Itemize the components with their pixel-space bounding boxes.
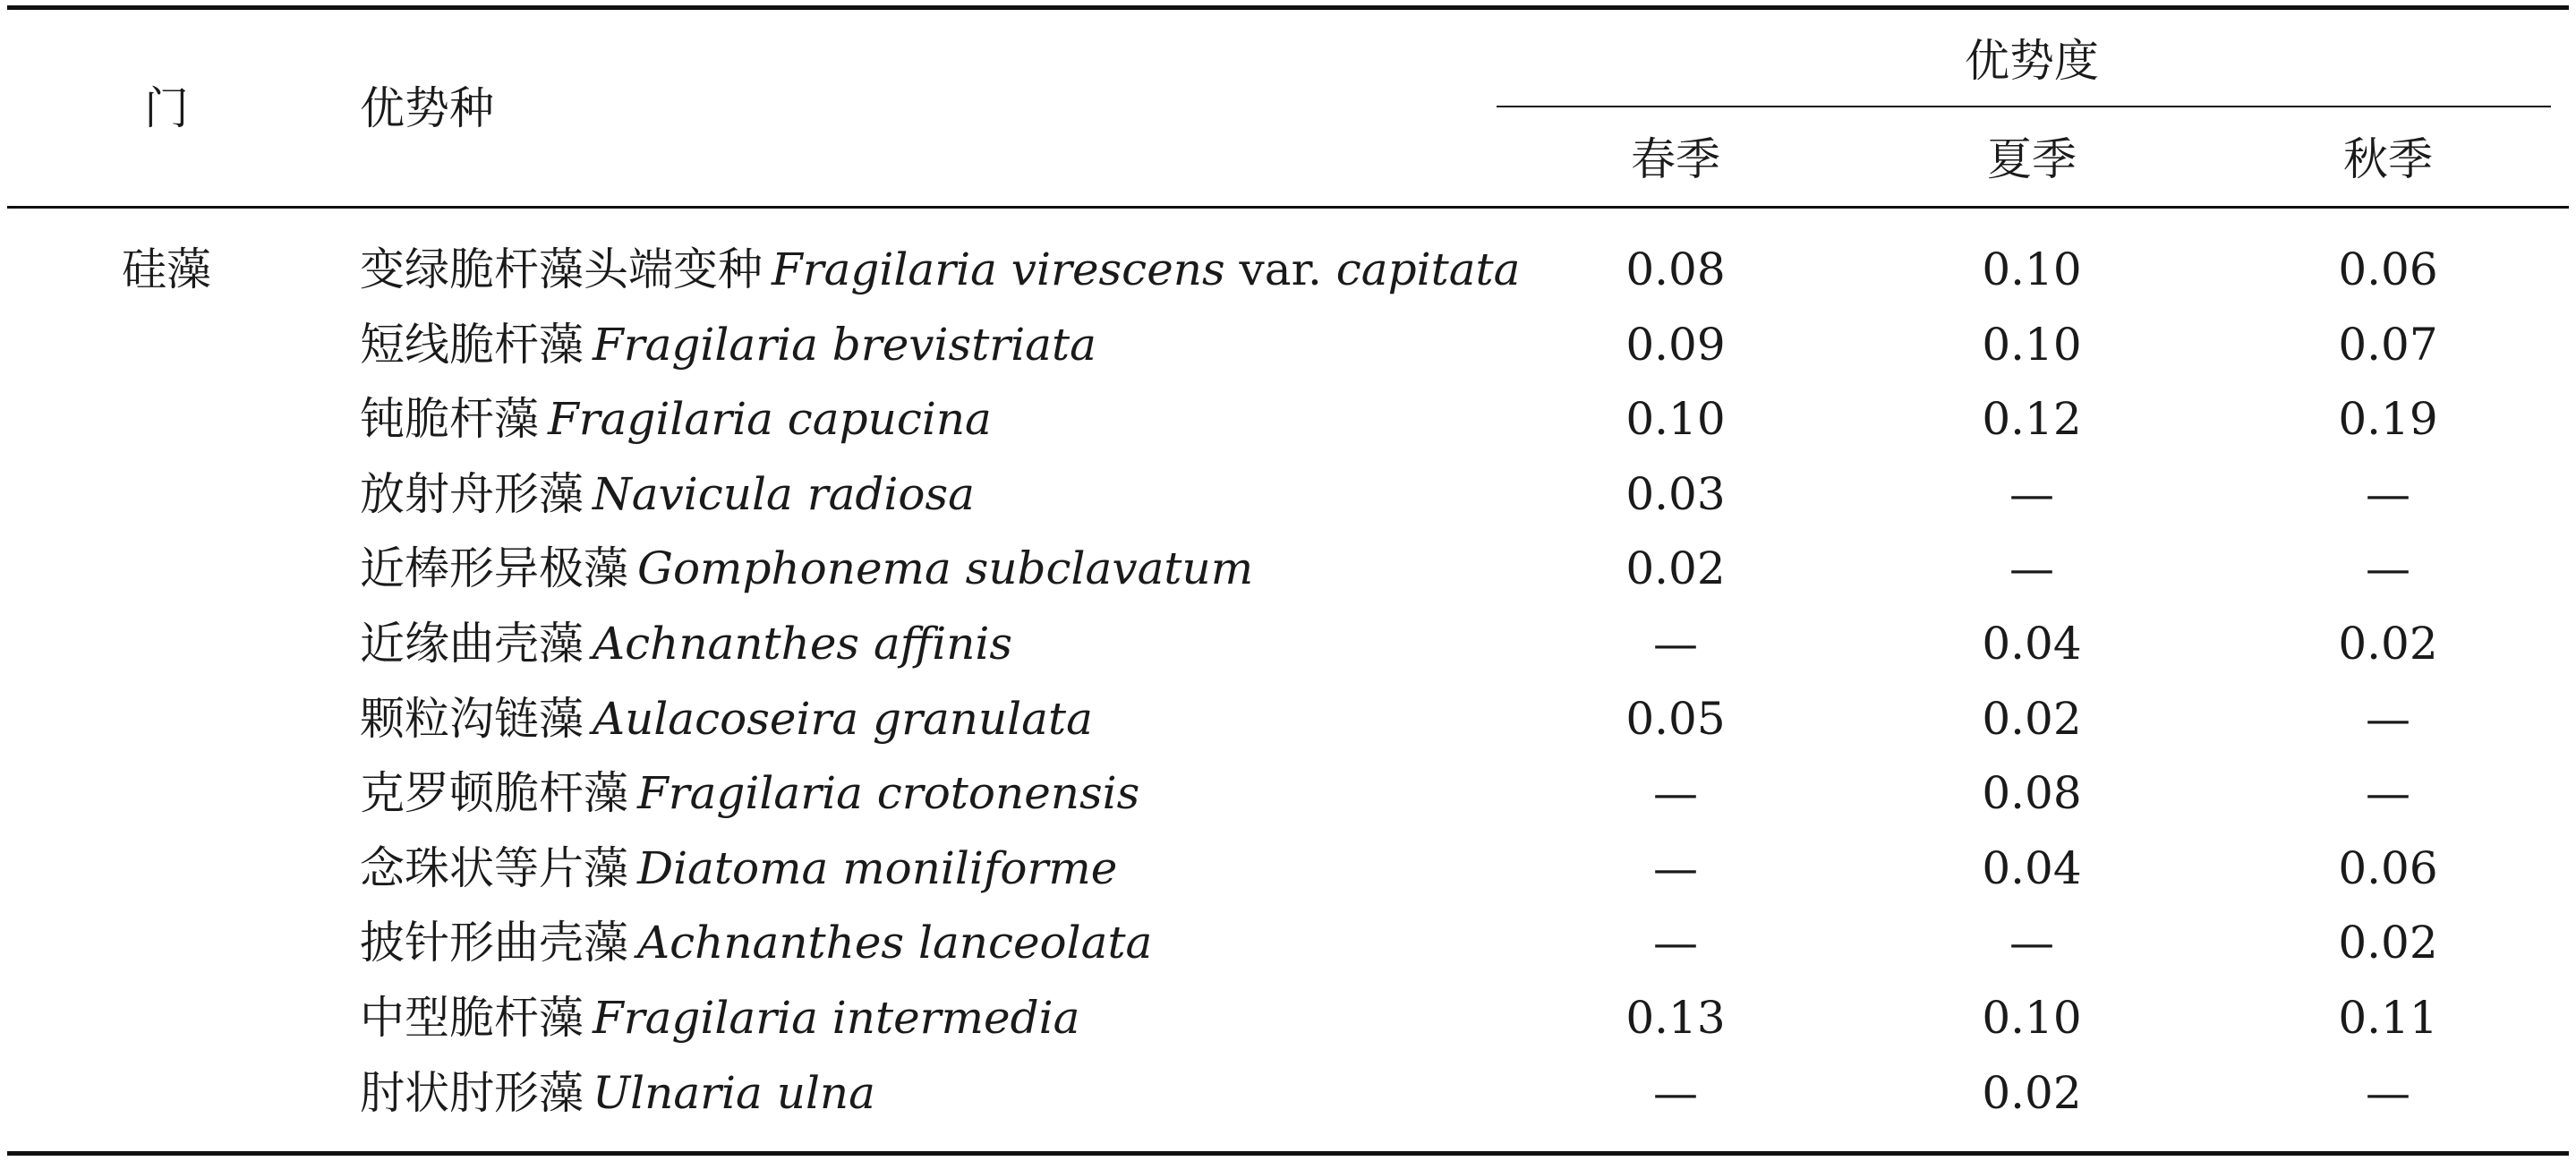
species-scientific-name: Fragilaria brevistriata bbox=[593, 318, 1096, 371]
species-chinese-name: 短线脆杆藻 bbox=[360, 318, 584, 371]
table-top-rule bbox=[7, 5, 2569, 10]
dominance-spring-value: 0.05 bbox=[1625, 692, 1726, 745]
dominance-summer-value: 0.04 bbox=[1982, 618, 2082, 670]
dominance-group-rule bbox=[1497, 106, 2551, 107]
species-chinese-name: 放射舟形藻 bbox=[360, 467, 584, 520]
dominance-spring-value: 0.10 bbox=[1625, 393, 1726, 446]
table-row bbox=[360, 537, 1253, 600]
species-chinese-name: 披针形曲壳藻 bbox=[360, 917, 628, 969]
species-scientific-name: Fragilaria virescens bbox=[772, 243, 1225, 295]
species-scientific-name: Achnanthes affinis bbox=[593, 618, 1013, 670]
dominance-summer-value: 0.12 bbox=[1982, 393, 2082, 446]
header-summer: 夏季 bbox=[1987, 133, 2077, 185]
dominance-summer-value: 0.02 bbox=[1982, 1066, 2082, 1119]
table-row bbox=[360, 986, 1079, 1049]
table-row bbox=[360, 1062, 875, 1124]
species-scientific-name: Gomphonema subclavatum bbox=[637, 542, 1254, 595]
species-scientific-name: Diatoma moniliforme bbox=[637, 841, 1118, 894]
species-scientific-name: Ulnaria ulna bbox=[593, 1066, 875, 1119]
dominance-spring-value: — bbox=[1653, 767, 1698, 820]
dominance-autumn-value: — bbox=[2366, 467, 2410, 520]
species-variety-marker: var. bbox=[1224, 243, 1336, 295]
species-scientific-name: Achnanthes lanceolata bbox=[637, 917, 1153, 969]
dominance-spring-value: 0.08 bbox=[1625, 243, 1726, 295]
species-chinese-name: 念珠状等片藻 bbox=[360, 841, 628, 894]
species-chinese-name: 变绿脆杆藻头端变种 bbox=[360, 243, 763, 295]
dominance-spring-value: 0.09 bbox=[1625, 318, 1726, 371]
table-row bbox=[360, 463, 975, 525]
header-species: 优势种 bbox=[360, 82, 494, 134]
dominance-autumn-value: — bbox=[2366, 767, 2410, 820]
header-dominance: 优势度 bbox=[1965, 35, 2099, 87]
table-bottom-rule bbox=[7, 1151, 2569, 1156]
dominance-spring-value: 0.03 bbox=[1625, 467, 1726, 520]
dominance-autumn-value: — bbox=[2366, 692, 2410, 745]
dominance-autumn-value: — bbox=[2366, 542, 2410, 595]
dominance-autumn-value: 0.06 bbox=[2338, 841, 2438, 894]
table-row bbox=[360, 911, 1152, 974]
table-row bbox=[360, 837, 1117, 900]
table-row bbox=[360, 612, 1012, 675]
species-chinese-name: 中型脆杆藻 bbox=[360, 992, 584, 1044]
dominance-autumn-value: 0.19 bbox=[2338, 393, 2438, 446]
table-row bbox=[360, 313, 1096, 376]
dominance-autumn-value: 0.02 bbox=[2338, 618, 2438, 670]
dominance-summer-value: 0.08 bbox=[1982, 767, 2082, 820]
header-spring: 春季 bbox=[1631, 133, 1720, 185]
species-chinese-name: 钝脆杆藻 bbox=[360, 393, 539, 446]
dominance-autumn-value: 0.06 bbox=[2338, 243, 2438, 295]
species-chinese-name: 颗粒沟链藻 bbox=[360, 692, 584, 745]
table-row bbox=[360, 388, 992, 450]
dominance-spring-value: — bbox=[1653, 618, 1698, 670]
dominance-summer-value: 0.02 bbox=[1982, 692, 2082, 745]
dominance-spring-value: — bbox=[1653, 917, 1698, 969]
species-scientific-name: Fragilaria intermedia bbox=[593, 992, 1080, 1044]
dominance-spring-value: — bbox=[1653, 841, 1698, 894]
species-scientific-name: Fragilaria crotonensis bbox=[637, 767, 1140, 820]
dominance-summer-value: 0.04 bbox=[1982, 841, 2082, 894]
dominance-autumn-value: — bbox=[2366, 1066, 2410, 1119]
dominance-spring-value: — bbox=[1653, 1066, 1698, 1119]
species-variety-name: capitata bbox=[1335, 243, 1521, 295]
dominance-spring-value: 0.02 bbox=[1625, 542, 1726, 595]
dominance-summer-value: — bbox=[2009, 917, 2054, 969]
table-row bbox=[360, 762, 1139, 824]
species-chinese-name: 近缘曲壳藻 bbox=[360, 618, 584, 670]
dominance-summer-value: 0.10 bbox=[1982, 992, 2082, 1044]
species-chinese-name: 克罗顿脆杆藻 bbox=[360, 767, 628, 820]
species-scientific-name: Navicula radiosa bbox=[593, 467, 975, 520]
dominance-spring-value: 0.13 bbox=[1625, 992, 1726, 1044]
dominance-summer-value: — bbox=[2009, 542, 2054, 595]
dominance-summer-value: 0.10 bbox=[1982, 243, 2082, 295]
header-autumn: 秋季 bbox=[2343, 133, 2433, 185]
species-scientific-name: Aulacoseira granulata bbox=[593, 692, 1093, 745]
dominance-summer-value: — bbox=[2009, 467, 2054, 520]
phylum-group-label: 硅藻 bbox=[122, 243, 211, 295]
dominance-autumn-value: 0.02 bbox=[2338, 917, 2438, 969]
header-phylum: 门 bbox=[144, 82, 189, 134]
dominance-summer-value: 0.10 bbox=[1982, 318, 2082, 371]
species-scientific-name: Fragilaria capucina bbox=[548, 393, 992, 446]
species-chinese-name: 肘状肘形藻 bbox=[360, 1066, 584, 1119]
dominance-autumn-value: 0.07 bbox=[2338, 318, 2438, 371]
table-row bbox=[360, 238, 1520, 301]
dominance-autumn-value: 0.11 bbox=[2338, 992, 2438, 1044]
species-chinese-name: 近棒形异极藻 bbox=[360, 542, 628, 595]
table-row bbox=[360, 687, 1093, 750]
table-header-rule bbox=[7, 206, 2569, 209]
